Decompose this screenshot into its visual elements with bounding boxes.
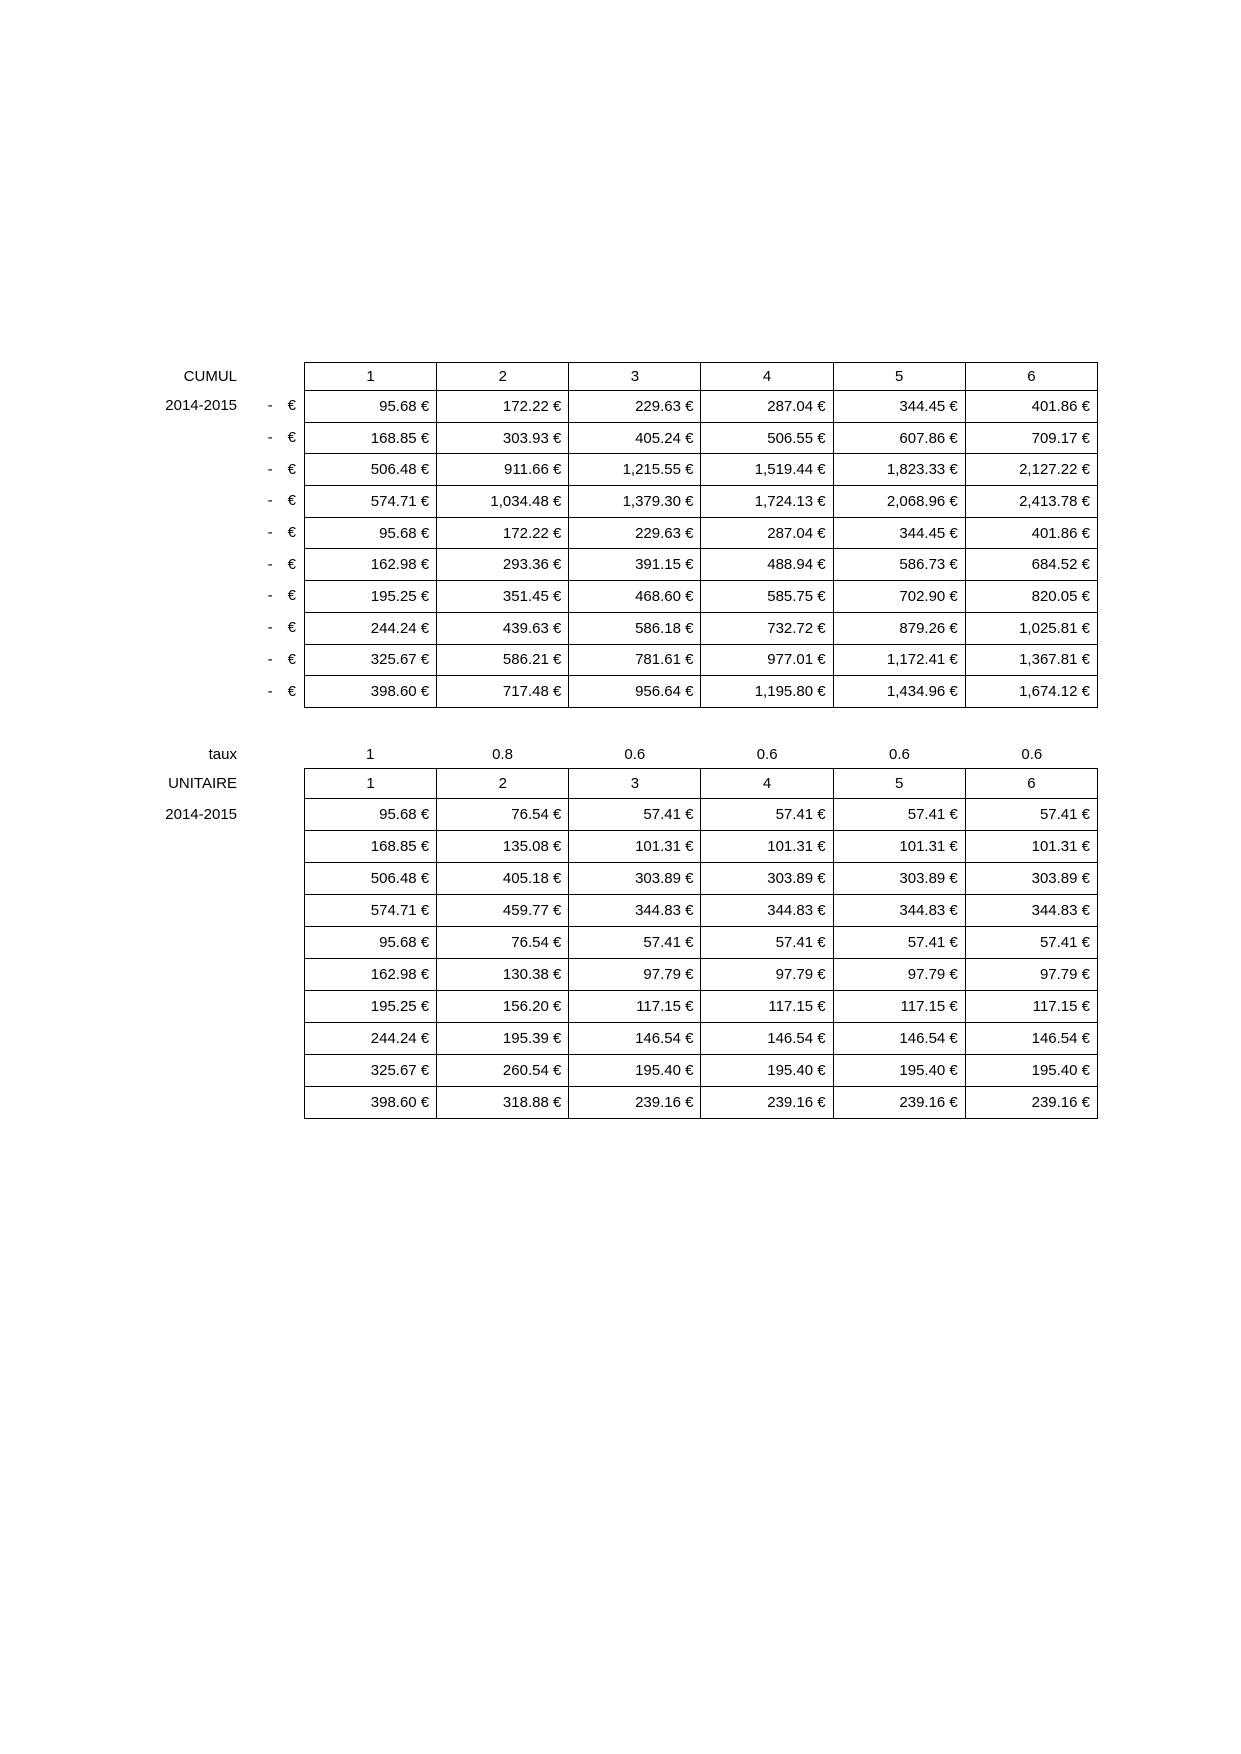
row-prefix: [268, 587, 296, 604]
unitaire-table-row: [305, 1055, 1098, 1087]
cumul-cell: 1,172.41 €: [833, 644, 965, 676]
taux-value: 0.6: [756, 746, 778, 763]
unitaire-cell: 117.15 €: [701, 991, 833, 1023]
unitaire-table-row: [305, 1023, 1098, 1055]
row-prefix: [268, 397, 296, 414]
cumul-cell: 468.60 €: [569, 581, 701, 613]
cumul-cell: 586.21 €: [437, 644, 569, 676]
unitaire-cell: 101.31 €: [701, 831, 833, 863]
unitaire-table-row: [305, 991, 1098, 1023]
cumul-header-row: [305, 363, 1098, 391]
taux-label-row: [0, 741, 304, 768]
unitaire-cell: 195.40 €: [569, 1055, 701, 1087]
cumul-cell: 702.90 €: [833, 581, 965, 613]
unitaire-year-row: [0, 798, 304, 830]
cumul-cell: 586.73 €: [833, 549, 965, 581]
cumul-cell: 506.48 €: [305, 454, 437, 486]
cumul-cell: 911.66 €: [437, 454, 569, 486]
cumul-cell: 684.52 €: [965, 549, 1097, 581]
unitaire-cell: 57.41 €: [701, 927, 833, 959]
unitaire-cell: 344.83 €: [569, 895, 701, 927]
cumul-cell: 977.01 €: [701, 644, 833, 676]
cumul-cell: 879.26 €: [833, 612, 965, 644]
unitaire-year-label: 2014-2015: [165, 805, 237, 823]
unitaire-cell: 95.68 €: [305, 799, 437, 831]
unitaire-cell: 260.54 €: [437, 1055, 569, 1087]
unitaire-cell: 244.24 €: [305, 1023, 437, 1055]
cumul-cell: 820.05 €: [965, 581, 1097, 613]
cumul-year-label: 2014-2015: [165, 397, 237, 415]
row-prefix-euro: €: [287, 619, 296, 637]
cumul-table-row: [305, 391, 1098, 423]
cumul-cell: 1,025.81 €: [965, 612, 1097, 644]
cumul-section: [0, 362, 1098, 708]
cumul-cell: 1,195.80 €: [701, 676, 833, 708]
unitaire-cell: 168.85 €: [305, 831, 437, 863]
taux-label: taux: [208, 746, 237, 763]
cumul-cell: 585.75 €: [701, 581, 833, 613]
cumul-label-row: [0, 362, 304, 390]
unitaire-cell: 101.31 €: [965, 831, 1097, 863]
cumul-table-row: [305, 486, 1098, 518]
cumul-table-row: [305, 644, 1098, 676]
cumul-cell: 229.63 €: [569, 517, 701, 549]
unitaire-cell: 97.79 €: [569, 959, 701, 991]
unitaire-cell: 97.79 €: [833, 959, 965, 991]
cumul-column-header: 1: [305, 363, 437, 391]
unitaire-cell: 76.54 €: [437, 927, 569, 959]
unitaire-cell: 344.83 €: [965, 895, 1097, 927]
unitaire-cell: 117.15 €: [965, 991, 1097, 1023]
unitaire-cell: 57.41 €: [833, 927, 965, 959]
cumul-cell: 574.71 €: [305, 486, 437, 518]
cumul-side-row: [0, 422, 304, 454]
row-prefix-euro: €: [287, 492, 296, 510]
cumul-cell: 95.68 €: [305, 517, 437, 549]
taux-value: 0.8: [492, 746, 513, 763]
cumul-cell: 1,367.81 €: [965, 644, 1097, 676]
unitaire-cell: 117.15 €: [833, 991, 965, 1023]
row-prefix: [268, 461, 296, 478]
cumul-table: [304, 362, 1098, 708]
unitaire-table-row: [305, 799, 1098, 831]
taux-value: 1: [365, 746, 375, 763]
unitaire-cell: 318.88 €: [437, 1087, 569, 1119]
unitaire-cell: 57.41 €: [965, 927, 1097, 959]
row-prefix: [268, 429, 296, 446]
row-prefix-euro: €: [287, 429, 296, 447]
unitaire-cell: 195.39 €: [437, 1023, 569, 1055]
cumul-column-header: 3: [569, 363, 701, 391]
cumul-side-row: [0, 517, 304, 549]
unitaire-table: [304, 768, 1098, 1119]
unitaire-side-labels: [0, 741, 304, 1119]
unitaire-cell: 195.25 €: [305, 991, 437, 1023]
unitaire-table-row: [305, 831, 1098, 863]
row-prefix: [268, 492, 296, 509]
unitaire-cell: 239.16 €: [833, 1087, 965, 1119]
cumul-cell: 586.18 €: [569, 612, 701, 644]
cumul-cell: 1,034.48 €: [437, 486, 569, 518]
unitaire-cell: 506.48 €: [305, 863, 437, 895]
unitaire-cell: 156.20 €: [437, 991, 569, 1023]
unitaire-cell: 195.40 €: [701, 1055, 833, 1087]
cumul-table-row: [305, 676, 1098, 708]
unitaire-label-row: [0, 768, 304, 798]
cumul-cell: 1,215.55 €: [569, 454, 701, 486]
cumul-cell: 506.55 €: [701, 422, 833, 454]
unitaire-cell: 574.71 €: [305, 895, 437, 927]
row-prefix: [268, 619, 296, 636]
unitaire-cell: 303.89 €: [701, 863, 833, 895]
unitaire-cell: 344.83 €: [833, 895, 965, 927]
cumul-side-row: [0, 675, 304, 707]
cumul-column-header: 2: [437, 363, 569, 391]
cumul-cell: 717.48 €: [437, 676, 569, 708]
unitaire-cell: 117.15 €: [569, 991, 701, 1023]
row-prefix-euro: €: [287, 460, 296, 478]
cumul-cell: 1,674.12 €: [965, 676, 1097, 708]
unitaire-cell: 76.54 €: [437, 799, 569, 831]
cumul-table-row: [305, 549, 1098, 581]
unitaire-cell: 459.77 €: [437, 895, 569, 927]
cumul-column-header: 5: [833, 363, 965, 391]
unitaire-header-row: [305, 769, 1098, 799]
cumul-cell: 195.25 €: [305, 581, 437, 613]
unitaire-cell: 405.18 €: [437, 863, 569, 895]
cumul-column-header: 4: [701, 363, 833, 391]
cumul-cell: 162.98 €: [305, 549, 437, 581]
unitaire-cell: 146.54 €: [701, 1023, 833, 1055]
cumul-side-row: [0, 548, 304, 580]
row-prefix: [268, 651, 296, 668]
row-prefix-euro: €: [287, 682, 296, 700]
cumul-cell: 229.63 €: [569, 391, 701, 423]
unitaire-cell: 303.89 €: [569, 863, 701, 895]
unitaire-section: [0, 741, 1098, 1119]
cumul-table-row: [305, 422, 1098, 454]
cumul-cell: 781.61 €: [569, 644, 701, 676]
cumul-cell: 325.67 €: [305, 644, 437, 676]
unitaire-cell: 57.41 €: [569, 799, 701, 831]
cumul-cell: 172.22 €: [437, 517, 569, 549]
row-prefix-dash: -: [267, 587, 273, 605]
row-prefix-dash: -: [267, 397, 273, 415]
cumul-table-row: [305, 612, 1098, 644]
cumul-cell: 956.64 €: [569, 676, 701, 708]
cumul-cell: 732.72 €: [701, 612, 833, 644]
cumul-label: CUMUL: [183, 367, 237, 385]
row-prefix-dash: -: [267, 524, 273, 542]
unitaire-cell: 146.54 €: [833, 1023, 965, 1055]
unitaire-table-row: [305, 895, 1098, 927]
row-prefix-dash: -: [267, 492, 273, 510]
cumul-side-row: [0, 612, 304, 644]
cumul-column-header: 6: [965, 363, 1097, 391]
unitaire-column-header: 5: [833, 769, 965, 799]
cumul-side-row: [0, 644, 304, 676]
cumul-cell: 709.17 €: [965, 422, 1097, 454]
unitaire-table-row: [305, 863, 1098, 895]
row-prefix-euro: €: [287, 397, 296, 415]
cumul-side-row: [0, 390, 304, 422]
row-prefix-euro: €: [287, 524, 296, 542]
unitaire-right-column: [304, 741, 1098, 1119]
unitaire-cell: 146.54 €: [569, 1023, 701, 1055]
row-prefix-euro: €: [287, 587, 296, 605]
cumul-cell: 391.15 €: [569, 549, 701, 581]
unitaire-column-header: 2: [437, 769, 569, 799]
unitaire-column-header: 3: [569, 769, 701, 799]
unitaire-cell: 101.31 €: [833, 831, 965, 863]
row-prefix-dash: -: [267, 555, 273, 573]
unitaire-cell: 195.40 €: [965, 1055, 1097, 1087]
unitaire-label: UNITAIRE: [168, 774, 237, 792]
cumul-side-labels: [0, 362, 304, 708]
cumul-table-row: [305, 454, 1098, 486]
row-prefix: [268, 556, 296, 573]
taux-value: 0.6: [624, 746, 646, 763]
row-prefix-dash: -: [267, 619, 273, 637]
row-prefix-dash: -: [267, 429, 273, 447]
unitaire-cell: 97.79 €: [701, 959, 833, 991]
unitaire-cell: 57.41 €: [965, 799, 1097, 831]
cumul-cell: 168.85 €: [305, 422, 437, 454]
unitaire-cell: 130.38 €: [437, 959, 569, 991]
cumul-cell: 398.60 €: [305, 676, 437, 708]
taux-value: 0.6: [1021, 746, 1043, 763]
cumul-cell: 172.22 €: [437, 391, 569, 423]
cumul-cell: 488.94 €: [701, 549, 833, 581]
unitaire-cell: 162.98 €: [305, 959, 437, 991]
unitaire-cell: 97.79 €: [965, 959, 1097, 991]
cumul-cell: 607.86 €: [833, 422, 965, 454]
cumul-cell: 405.24 €: [569, 422, 701, 454]
cumul-cell: 344.45 €: [833, 391, 965, 423]
cumul-cell: 293.36 €: [437, 549, 569, 581]
row-prefix: [268, 524, 296, 541]
cumul-cell: 1,823.33 €: [833, 454, 965, 486]
cumul-cell: 287.04 €: [701, 391, 833, 423]
unitaire-table-row: [305, 927, 1098, 959]
row-prefix-euro: €: [287, 555, 296, 573]
unitaire-table-row: [305, 1087, 1098, 1119]
row-prefix-euro: €: [287, 650, 296, 668]
unitaire-cell: 325.67 €: [305, 1055, 437, 1087]
cumul-cell: 95.68 €: [305, 391, 437, 423]
cumul-cell: 344.45 €: [833, 517, 965, 549]
cumul-side-row: [0, 485, 304, 517]
unitaire-cell: 303.89 €: [965, 863, 1097, 895]
unitaire-cell: 239.16 €: [569, 1087, 701, 1119]
unitaire-cell: 398.60 €: [305, 1087, 437, 1119]
cumul-cell: 2,127.22 €: [965, 454, 1097, 486]
unitaire-cell: 95.68 €: [305, 927, 437, 959]
unitaire-column-header: 6: [965, 769, 1097, 799]
unitaire-cell: 195.40 €: [833, 1055, 965, 1087]
unitaire-cell: 239.16 €: [701, 1087, 833, 1119]
unitaire-cell: 57.41 €: [833, 799, 965, 831]
taux-values-row: [304, 741, 1098, 768]
cumul-cell: 2,413.78 €: [965, 486, 1097, 518]
row-prefix-dash: -: [267, 460, 273, 478]
unitaire-cell: 57.41 €: [569, 927, 701, 959]
unitaire-column-header: 1: [305, 769, 437, 799]
cumul-cell: 303.93 €: [437, 422, 569, 454]
row-prefix-dash: -: [267, 682, 273, 700]
unitaire-cell: 344.83 €: [701, 895, 833, 927]
cumul-cell: 1,519.44 €: [701, 454, 833, 486]
cumul-side-row: [0, 453, 304, 485]
cumul-cell: 287.04 €: [701, 517, 833, 549]
cumul-cell: 1,379.30 €: [569, 486, 701, 518]
taux-value: 0.6: [889, 746, 910, 763]
cumul-side-row: [0, 580, 304, 612]
cumul-cell: 401.86 €: [965, 391, 1097, 423]
cumul-table-row: [305, 581, 1098, 613]
unitaire-cell: 303.89 €: [833, 863, 965, 895]
cumul-cell: 351.45 €: [437, 581, 569, 613]
cumul-cell: 244.24 €: [305, 612, 437, 644]
cumul-cell: 2,068.96 €: [833, 486, 965, 518]
row-prefix: [268, 683, 296, 700]
unitaire-column-header: 4: [701, 769, 833, 799]
unitaire-cell: 57.41 €: [701, 799, 833, 831]
unitaire-cell: 135.08 €: [437, 831, 569, 863]
cumul-cell: 439.63 €: [437, 612, 569, 644]
unitaire-cell: 146.54 €: [965, 1023, 1097, 1055]
unitaire-cell: 101.31 €: [569, 831, 701, 863]
unitaire-table-row: [305, 959, 1098, 991]
unitaire-cell: 239.16 €: [965, 1087, 1097, 1119]
cumul-cell: 401.86 €: [965, 517, 1097, 549]
cumul-cell: 1,724.13 €: [701, 486, 833, 518]
cumul-cell: 1,434.96 €: [833, 676, 965, 708]
cumul-table-row: [305, 517, 1098, 549]
row-prefix-dash: -: [267, 650, 273, 668]
